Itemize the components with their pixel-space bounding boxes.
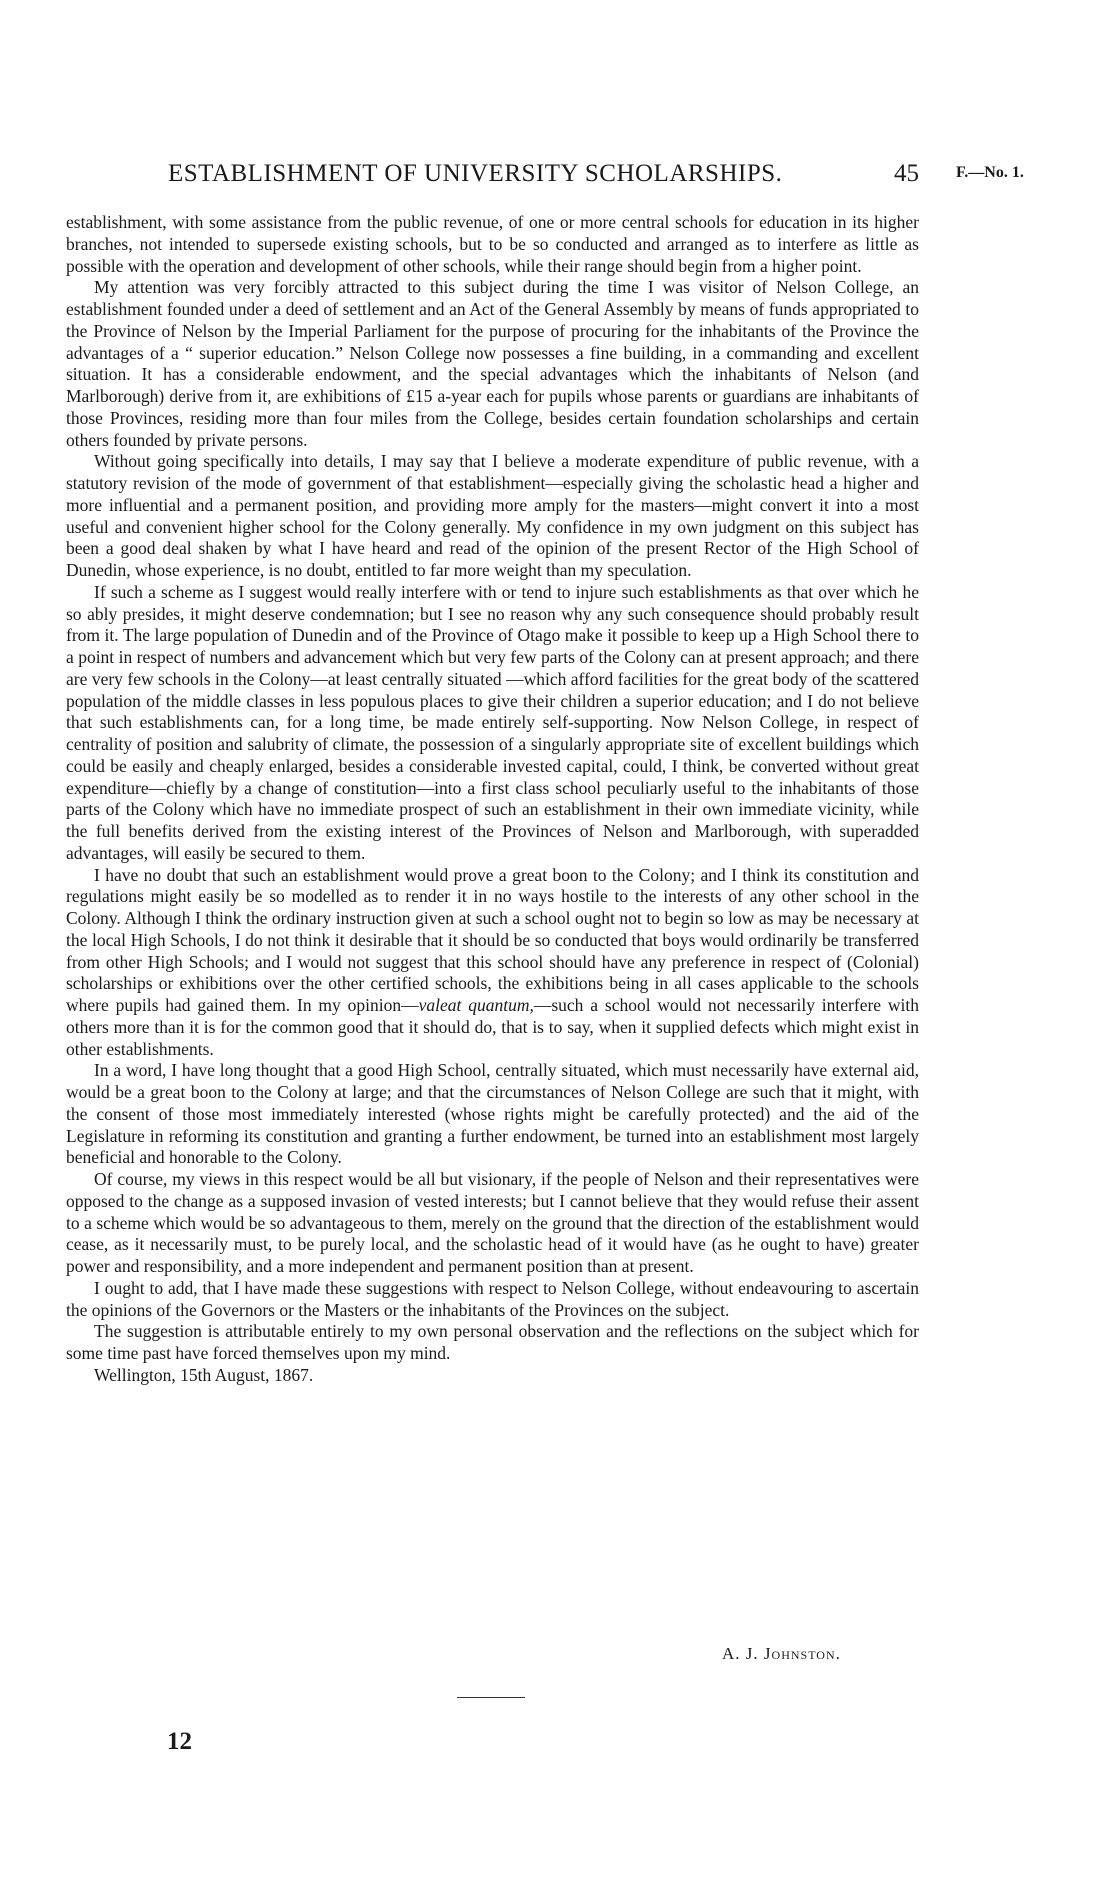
signature bbox=[722, 1644, 841, 1664]
paragraph-5-continuation: —such a school would not necessarily interfere with others more than it is for the common good that it should do, that is to say, when it supplied defects which might exist in other establishments. bbox=[66, 995, 920, 1059]
running-title: ESTABLISHMENT OF UNIVERSITY SCHOLARSHIPS. bbox=[168, 160, 783, 187]
signature-surname: Johnston. bbox=[763, 1644, 841, 1663]
dateline: Wellington, 15th August, 1867. bbox=[94, 1364, 314, 1385]
printer-signature-mark: 12 bbox=[167, 1728, 192, 1755]
page-number: 45 bbox=[894, 160, 919, 187]
paragraph-4: If such a scheme as I suggest would really interfere with or tend to injure such establishments as that over which he so ably presides, it might deserve condemnation; but I see no reason why any such consequence should probably result from it. The large population of Dunedin and of the Province of Otago make it possible to keep up a High School there to a point in respect of numbers and advancement which but very few parts of the Colony can at present approach; and there are very few schools in the Colony—at least centrally situated —which afford facilities for the great body of the scattered population of the middle classes in less populous places to give their children a superior education; and I do not believe that such establishments can, for a long time, be made entirely self-supporting. Now Nelson College, in respect of centrality of position and salubrity of climate, the possession of a singularly appropriate site of excellent buildings which could be easily and cheaply enlarged, besides a considerable invested capital, could, I think, be converted without great expenditure—chiefly by a change of constitution—into a first class school peculiarly useful to the inhabitants of those parts of the Colony which have no immediate prospect of such an establishment in their own immediate vicinity, while the full benefits derived from the existing interest of the Provinces of Nelson and Marlborough, with superadded advantages, will easily be secured to them. bbox=[66, 581, 919, 863]
signature-initials: A. J. bbox=[722, 1644, 764, 1663]
paragraph-5 bbox=[66, 865, 919, 1061]
paragraph-2: My attention was very forcibly attracted to this subject during the time I was visitor of Nelson College, an establishment founded under a deed of settlement and an Act of the General Assembly by means of funds appropriated to the Province of Nelson by the Imperial Parliament for the purpose of procuring for the inhabitants of the Province the advantages of a “ superior education.” Nelson College now possesses a fine building, in a commanding and excellent situation. It has a considerable endowment, and the special advantages which the inhabitants of Nelson (and Marlborough) derive from it, are exhibitions of £15 a-year each for pupils whose parents or guardians are inhabitants of those Provinces, residing more than four miles from the College, besides certain foundation scholarships and certain others founded by private persons. bbox=[66, 277, 919, 450]
paragraph-8: I ought to add, that I have made these suggestions with respect to Nelson College, without endeavouring to ascertain the opinions of the Governors or the Masters or the inhabitants of the Provinces on the subject. bbox=[66, 1277, 919, 1320]
latin-phrase: valeat quantum, bbox=[418, 995, 534, 1015]
body-text bbox=[66, 212, 919, 1387]
paragraph-6: In a word, I have long thought that a good High School, centrally situated, which must necessarily have external aid, would be a great boon to the Colony at large; and that the circumstances of Nelson College are such that it might, with the consent of those most immediately interested (whose rights might be carefully protected) and the aid of the Legislature in reforming its constitution and granting a further endowment, be turned into an establishment most largely beneficial and honorable to the Colony. bbox=[66, 1060, 919, 1168]
paragraph-7: Of course, my views in this respect would be all but visionary, if the people of Nelson and their representatives were opposed to the change as a supposed invasion of vested interests; but I cannot believe that they would refuse their assent to a scheme which would be so advantageous to them, merely on the ground that the direction of the establishment would cease, as it necessarily must, to be purely local, and the scholastic head of it would have (as he ought to have) greater power and responsibility, and a more independent and permanent position than at present. bbox=[66, 1169, 919, 1276]
paragraph-5-text: I have no doubt that such an establishment would prove a great boon to the Colony; and I think its constitution and regulations might easily be so modelled as to render it in no ways hostile to the interests of any other school in the Colony. Although I think the ordinary instruction given at such a school ought not to begin so low as may be necessary at the local High Schools, I do not think it desirable that it should be so conducted that boys would ordinarily be transferred from other High Schools; and I would not suggest that this school should have any preference in respect of (Colonial) scholarships or exhibitions over the other certified schools, the exhibitions being in all cases applicable to the schools where pupils had gained them. In my opinion— bbox=[66, 864, 919, 1015]
document-reference: F.—No. 1. bbox=[956, 164, 1024, 181]
paragraph-1: establishment, with some assistance from the public revenue, of one or more central schools for education in its higher branches, not intended to supersede existing schools, but to be so conducted and arranged as to interfere as little as possible with the operation and development of other schools, while their range should begin from a higher point. bbox=[66, 212, 919, 276]
paragraph-9: The suggestion is attributable entirely to my own personal observation and the reflections on the subject which for some time past have forced themselves upon my mind. bbox=[66, 1321, 919, 1363]
closing-rule bbox=[457, 1697, 525, 1698]
page-header bbox=[160, 160, 1060, 196]
paragraph-3: Without going specifically into details, I may say that I believe a moderate expenditure of public revenue, with a statutory revision of the mode of government of that establishment—especially giving the scholastic head a higher and more influential and a permanent position, and providing more amply for the masters—might convert it into a most useful and convenient higher school for the Colony generally. My confidence in my own judgment on this subject has been a good deal shaken by what I have heard and read of the opinion of the present Rector of the High School of Dunedin, whose experience, is no doubt, entitled to far more weight than my speculation. bbox=[66, 451, 919, 580]
